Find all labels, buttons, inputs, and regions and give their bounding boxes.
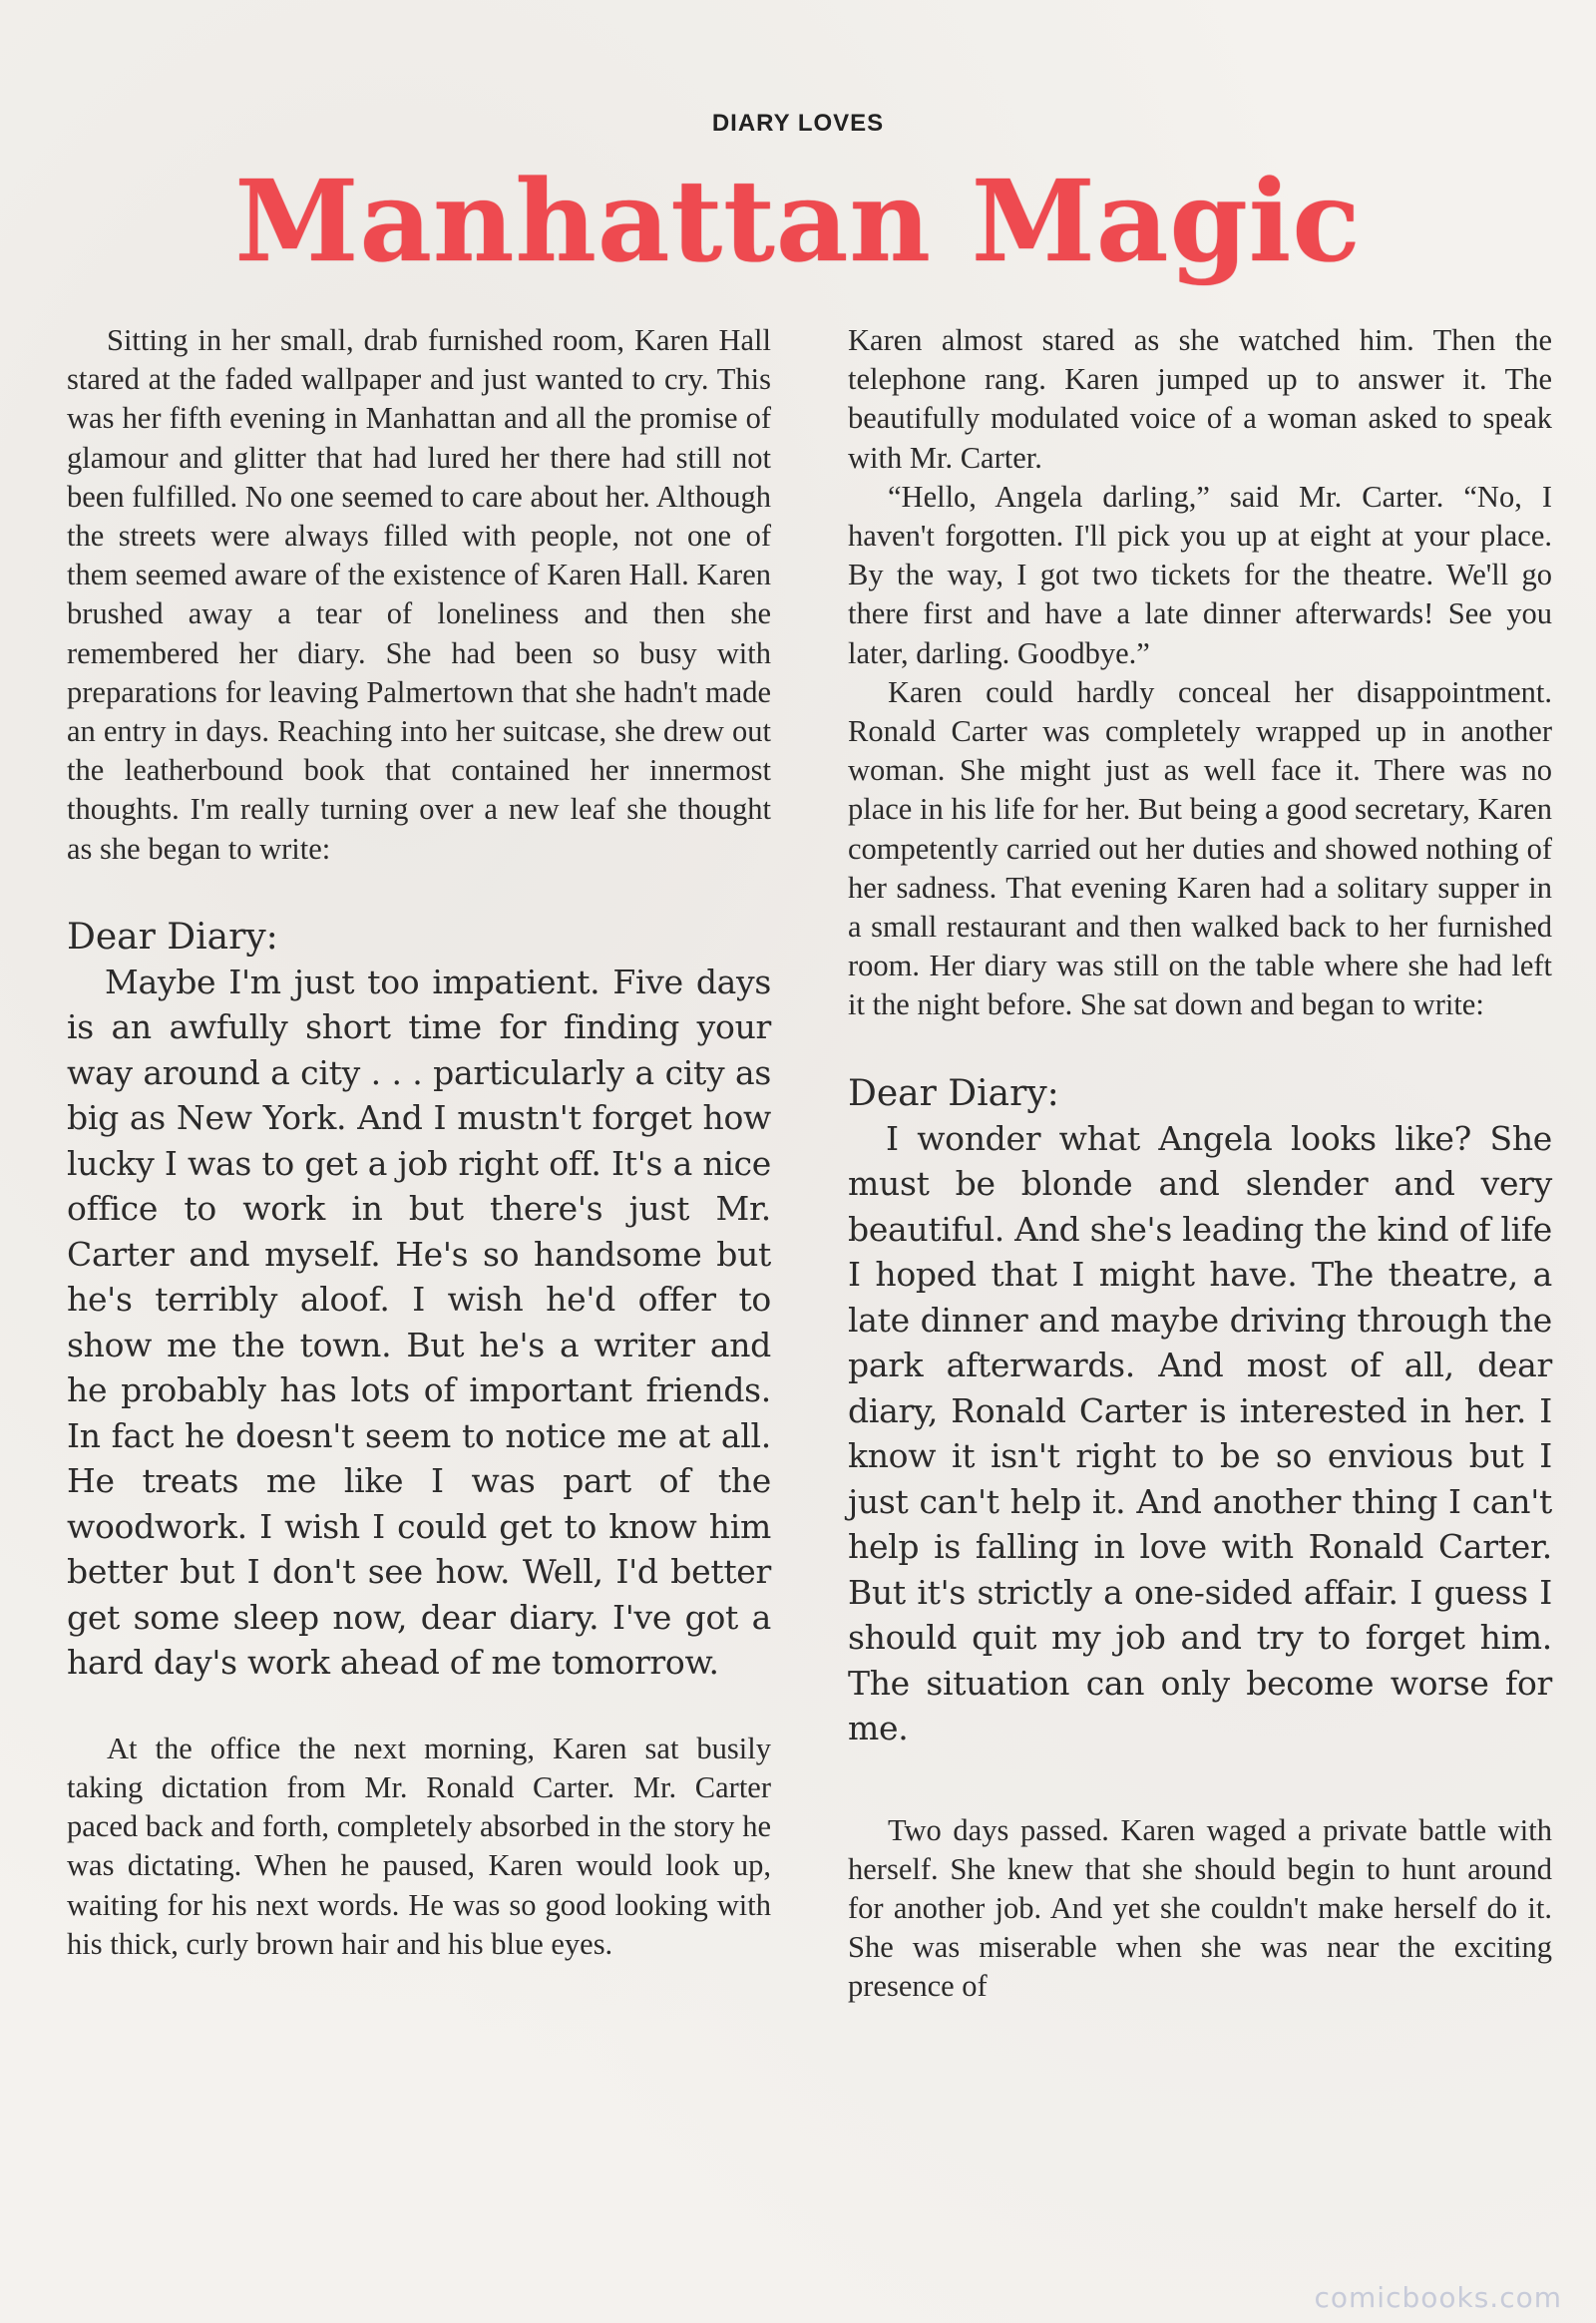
left-column <box>67 321 771 1964</box>
story-title: Manhattan Magic <box>234 157 1362 287</box>
story-paragraph: Karen almost stared as she watched him. Then the telephone rang. Karen jumped up to answer it. The beautifully modulated voice of a woman asked to speak with Mr. Carter. <box>848 323 1552 475</box>
site-watermark: comicbooks.com <box>1314 2281 1562 2314</box>
spacer <box>848 1025 1552 1071</box>
running-header: DIARY LOVES <box>711 110 885 137</box>
spacer <box>67 869 771 915</box>
story-paragraph: At the office the next morning, Karen sat busily taking dictation from Mr. Ronald Carter. Mr. Carter paced back and forth, completely absorbed in the story he was dictating. When he paused, Karen would look up, waiting for his next words. He was so good looking with his thick, curly brown hair and his blue eyes. <box>67 1731 771 1961</box>
right-column <box>848 321 1552 2007</box>
diary-entry: Maybe I'm just too impatient. Five days is an awfully short time for finding your way around a city . . . particularly a city as big as New York. And I mustn't forget how lucky I was to get a job right off. It's a nice office to work in but there's just Mr. Carter and myself. He's so handsome but he's terribly aloof. I wish he'd offer to show me the town. But he's a writer and he probably has lots of important friends. In fact he doesn't seem to notice me at all. He treats me like I was part of the woodwork. I wish I could get to know him better but I don't see how. Well, I'd better get some sleep now, dear diary. I've got a hard day's work ahead of me tomorrow. <box>67 962 771 1683</box>
story-paragraph: “Hello, Angela darling,” said Mr. Carter. “No, I haven't forgotten. I'll pick you up at eight at your place. By the way, I got two tickets for the theatre. We'll go there first and have a late dinner afterwards! See you later, darling. Goodbye.” <box>848 479 1552 670</box>
spacer <box>67 1686 771 1730</box>
diary-heading: Dear Diary: <box>67 916 278 958</box>
story-paragraph: Karen could hardly conceal her disappointment. Ronald Carter was completely wrapped up in another woman. She might just as well face it. There was no place in his life for her. But being a good secretary, Karen competently carried out her duties and showed nothing of her sadness. That evening Karen had a solitary supper in a small restaurant and then walked back to her furnished room. Her diary was still on the table where she had left it the night before. She sat down and began to write: <box>848 674 1552 1022</box>
diary-entry: I wonder what Angela looks like? She must be blonde and slender and very beautiful. And she's leading the kind of life I hoped that I might have. The theatre, a late dinner and maybe driving through the park afterwards. And most of all, dear diary, Ronald Carter is interested in her. I know it isn't right to be so envious but I just can't help it. And another thing I can't help is falling in love with Ronald Carter. But it's strictly a one-sided affair. I guess I should quit my job and try to forget him. The situation can only become worse for me. <box>848 1118 1552 1748</box>
spacer <box>848 1751 1552 1811</box>
diary-heading: Dear Diary: <box>848 1072 1059 1114</box>
story-paragraph: Sitting in her small, drab furnished room, Karen Hall stared at the faded wallpaper and just wanted to cry. This was her fifth evening in Manhattan and all the promise of glamour and glitter that had lured her there had still not been fulfilled. No one seemed to care about her. Although the streets were always filled with people, not one of them seemed aware of the existence of Karen Hall. Karen brushed away a tear of loneliness and then she remembered her diary. She had been so busy with preparations for leaving Palmertown that she hadn't made an entry in days. Reaching into her suitcase, she drew out the leatherbound book that contained her innermost thoughts. I'm really turning over a new leaf she thought as she began to write: <box>67 323 771 866</box>
story-paragraph: Two days passed. Karen waged a private battle with herself. She knew that she should begin to hunt around for another job. And yet she couldn't make herself do it. She was miserable when she was near the exciting presence of <box>848 1812 1552 2004</box>
